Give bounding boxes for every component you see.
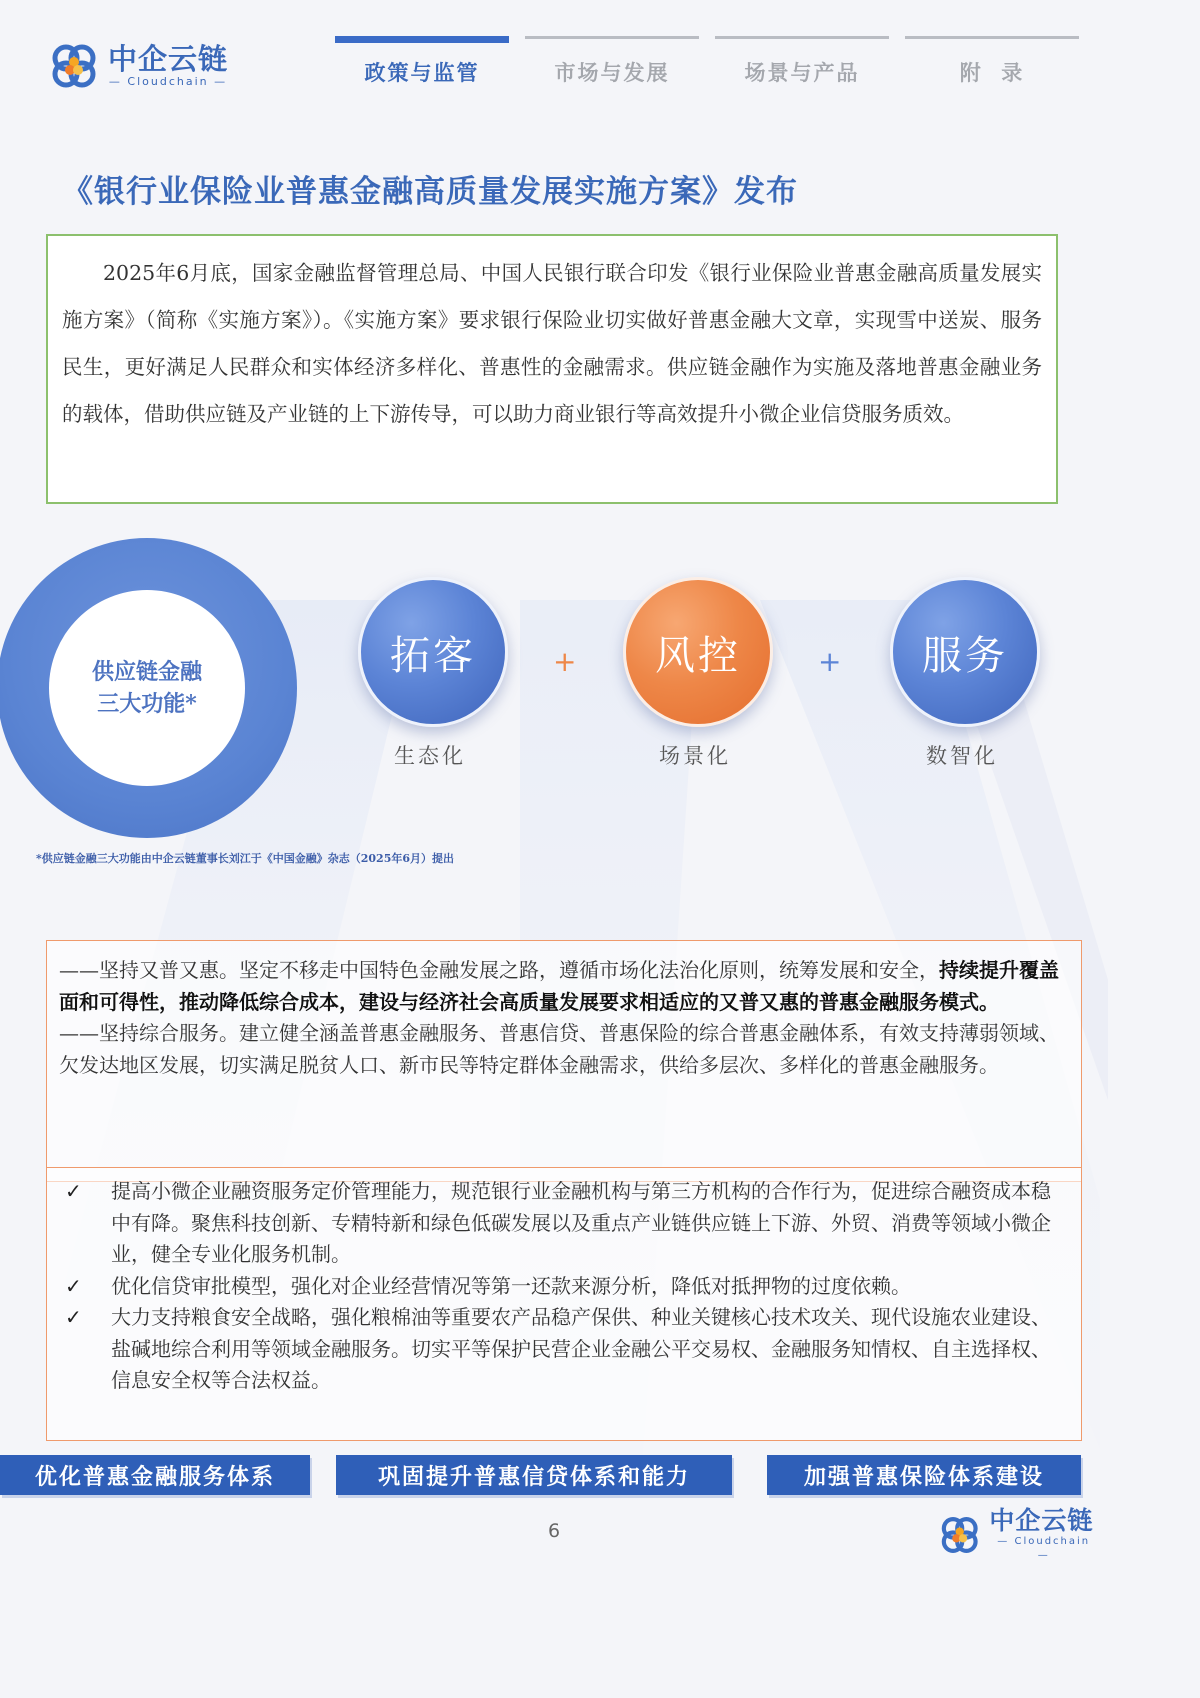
function-circle-acquire (358, 577, 508, 727)
tab-indicator (525, 36, 699, 39)
principles-box (46, 940, 1082, 1182)
intro-text: 2025年6月底，国家金融监督管理总局、中国人民银行联合印发《银行业保险业普惠金融高质量发展实施方案》（简称《实施方案》）。《实施方案》要求银行保险业切实做好普惠金融大文章，实现雪中送炭、服务民生，更好满足人民群众和实体经济多样化、普惠性的金融需求。供应链金融作为实施及落地普惠金融业务的载体，借助供应链及产业链的上下游传导，可以助力商业银行等高效提升小微企业信贷服务质效。 (62, 261, 1042, 426)
measures-box (46, 1167, 1082, 1441)
brand-name: 中企云链 (989, 1506, 1094, 1535)
tag-service-system: 优化普惠金融服务体系 (0, 1455, 310, 1495)
cloudchain-logo-icon (938, 1513, 981, 1557)
function-label: 数智化 (926, 744, 998, 768)
tab-appendix[interactable] (905, 36, 1079, 96)
footer-logo (938, 1506, 1098, 1561)
plus-sign: + (818, 645, 842, 678)
function-label: 生态化 (394, 744, 466, 768)
principle-1-end: 。 (979, 989, 999, 1014)
principle-1-text: ——坚持又普又惠。坚定不移走中国特色金融发展之路，遵循市场化法治化原则，统筹发展和安全， (59, 958, 939, 982)
principle-1-bold: 持续提升覆盖面和可得性，推动降低综合成本，建设与经济社会高质量发展要求相适应的又普又惠的普惠金融服务模式 (59, 958, 1059, 1014)
brand-subtitle: — Cloudchain — (108, 74, 228, 88)
tab-indicator (335, 36, 509, 43)
footnote: *供应链金融三大功能由中企云链董事长刘江于《中国金融》杂志（2025年6月）提出 (36, 852, 455, 865)
tab-label: 政策与监管 (364, 60, 480, 85)
measure-text: 优化信贷审批模型，强化对企业经营情况等第一还款来源分析，降低对抵押物的过度依赖。 (111, 1273, 911, 1298)
measure-text: 大力支持粮食安全战略，强化粮棉油等重要农产品稳产保供、种业关键核心技术攻关、现代设施农业建设、盐碱地综合利用等领域金融服务。切实平等保护民营企业金融公平交易权、金融服务知情权、自主选择权、信息安全权等合法权益。 (111, 1305, 1051, 1392)
tab-label: 市场与发展 (554, 60, 670, 85)
principle-1 (59, 955, 1069, 1018)
tab-market[interactable] (525, 36, 699, 96)
tab-indicator (905, 36, 1079, 39)
measure-item (59, 1176, 1069, 1271)
plus-sign: + (553, 645, 577, 678)
principle-2: ——坚持综合服务。建立健全涵盖普惠金融服务、普惠信贷、普惠保险的综合普惠金融体系，有效支持薄弱领域、欠发达地区发展，切实满足脱贫人口、新市民等特定群体金融需求，供给多层次、多样化的普惠金融服务。 (59, 1021, 1059, 1077)
function-label: 场景化 (659, 744, 731, 768)
measure-item (59, 1271, 1069, 1303)
function-circle-service (890, 577, 1040, 727)
ring-line-1: 供应链金融 (91, 659, 202, 685)
tag-credit-system: 巩固提升普惠信贷体系和能力 (336, 1455, 732, 1495)
function-name: 风控 (655, 632, 741, 679)
ring-line-2: 三大功能* (97, 691, 197, 717)
section-nav (335, 36, 1095, 96)
check-icon: ✓ (65, 1179, 82, 1203)
tab-policy[interactable] (335, 36, 509, 96)
tab-scenario[interactable] (715, 36, 889, 96)
function-name: 拓客 (390, 632, 476, 679)
tag-insurance-system: 加强普惠保险体系建设 (767, 1455, 1081, 1495)
supply-chain-ring (0, 538, 297, 838)
intro-box (46, 234, 1058, 504)
ring-center (49, 590, 245, 786)
brand-logo (48, 38, 248, 93)
tab-indicator (715, 36, 889, 39)
measure-item (59, 1302, 1069, 1397)
brand-subtitle: — Cloudchain — (997, 1536, 1091, 1561)
check-icon: ✓ (65, 1273, 82, 1298)
function-circle-risk (623, 577, 773, 727)
page-title: 《银行业保险业普惠金融高质量发展实施方案》发布 (62, 174, 798, 210)
brand-name: 中企云链 (108, 41, 229, 76)
check-icon: ✓ (65, 1305, 82, 1329)
tab-label: 附 录 (959, 60, 1025, 85)
cloudchain-logo-icon (48, 40, 100, 92)
tab-label: 场景与产品 (744, 60, 860, 85)
function-name: 服务 (922, 632, 1008, 679)
measure-text: 提高小微企业融资服务定价管理能力，规范银行业金融机构与第三方机构的合作行为，促进综合融资成本稳中有降。聚焦科技创新、专精特新和绿色低碳发展以及重点产业链供应链上下游、外贸、消费等领域小微企业，健全专业化服务机制。 (111, 1179, 1051, 1266)
page-number: 6 (547, 1520, 561, 1542)
